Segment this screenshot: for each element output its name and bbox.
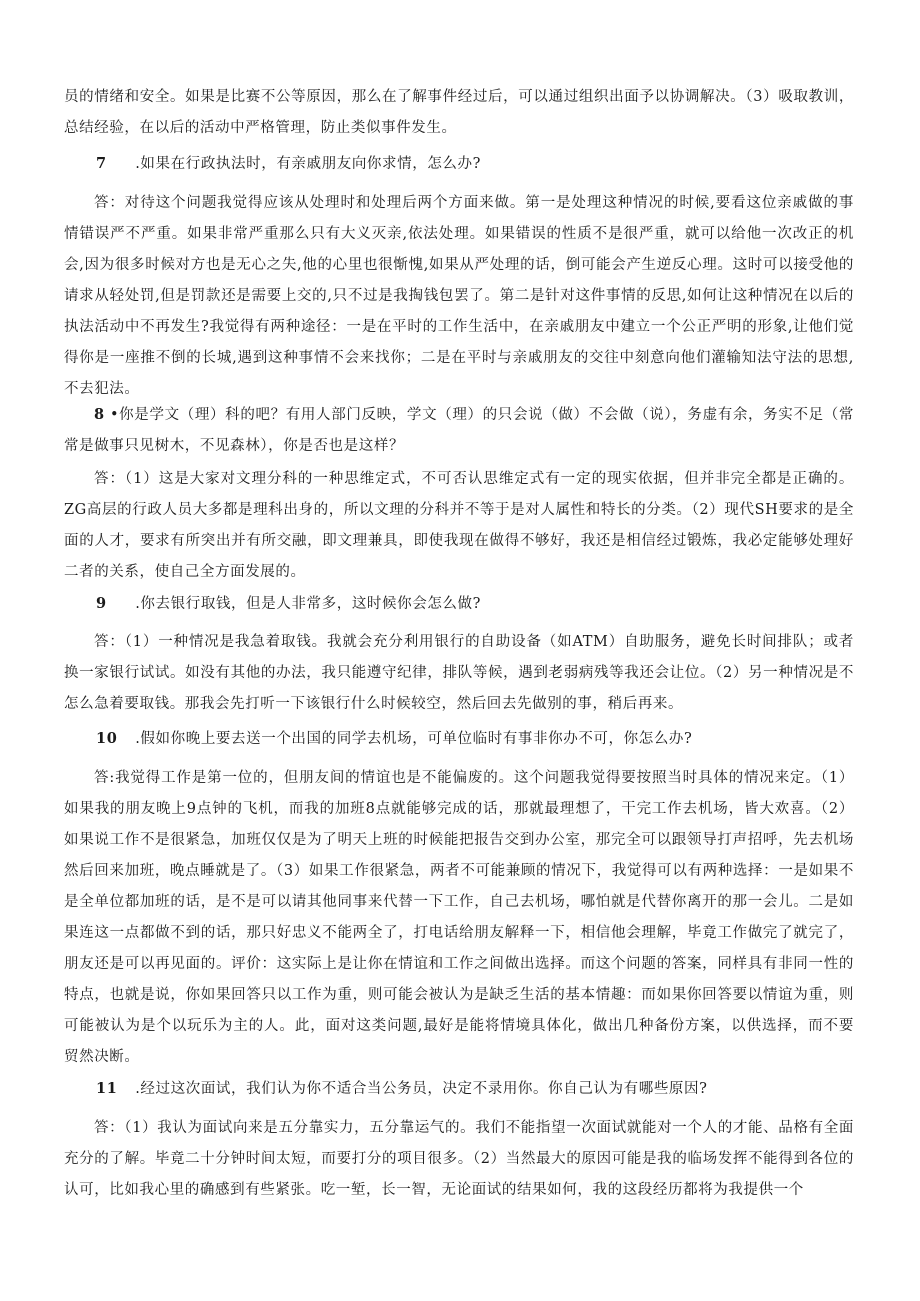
answer-10: 答:我觉得工作是第一位的，但朋友间的情谊也是不能偏废的。这个问题我觉得要按照当时具体的情况来定。（1）如果我的朋友晚上9点钟的飞机，而我的加班8点就能够完成的话，那就最理想了，干完工作去机场，皆大欢喜。（2）如果说工作不是很紧急，加班仅仅是为了明天上班的时候能把报告交到办公室，那完全可以跟领导打声招呼，先去机场然后回来加班，晚点睡就是了。（3）如果工作很紧急，两者不可能兼顾的情况下，我觉得可以有两种选择：一是如果不是全单位都加班的话，是不是可以请其他同事来代替一下工作，自己去机场，哪怕就是代替你离开的那一会儿。二是如果连这一点都做不到的话，那只好忠义不能两全了，打电话给朋友解释一下，相信他会理解，毕竟工作做完了就完了，朋友还是可以再见面的。评价：这实际上是让你在情谊和工作之间做出选择。而这个问题的答案，同样具有非同一性的特点，也就是说，你如果回答只以工作为重，则可能会被认为是缺乏生活的基本情趣：而如果你回答要以情谊为重，则可能被认为是个以玩乐为主的人。此，面对这类问题,最好是能将情境具体化，做出几种备份方案，以供选择，而不要贸然决断。	[64, 770, 854, 1065]
question-number: 9	[96, 595, 107, 612]
question-text: .经过这次面试，我们认为你不适合当公务员，决定不录用你。你自己认为有哪些原因?	[135, 1081, 708, 1097]
question-number: 10	[96, 730, 118, 747]
question-8	[64, 399, 854, 462]
question-text: •你是学文（理）科的吧？有用人部门反映，学文（理）的只会说（做）不会做（说），务虚有余，务实不足（常常是做事只见树木，不见森林），你是否也是这样？	[64, 407, 854, 454]
answer-7: 答：对待这个问题我觉得应该从处理时和处理后两个方面来做。第一是处理这种情况的时候,要看这位亲戚做的事情错误严不严重。如果非常严重那么只有大义灭亲,依法处理。如果错误的性质不是很严重，就可以给他一次改正的机会,因为很多时候对方也是无心之失,他的心里也很惭愧,如果从严处理的话，倒可能会产生逆反心理。这时可以接受他的请求从轻处罚,但是罚款还是需要上交的,只不过是我掏钱包罢了。第二是针对这件事情的反思,如何让这种情况在以后的执法活动中不再发生?我觉得有两种途径：一是在平时的工作生活中，在亲戚朋友中建立一个公正严明的形象,让他们觉得你是一座推不倒的长城,遇到这种事情不会来找你；二是在平时与亲戚朋友的交往中刻意向他们灌输知法守法的思想,不去犯法。	[64, 195, 854, 397]
question-text: .如果在行政执法时，有亲戚朋友向你求情，怎么办?	[135, 156, 481, 172]
question-11	[96, 1073, 856, 1105]
answer-9: 答：（1）一种情况是我急着取钱。我就会充分利用银行的自助设备（如ATM）自助服务，避免长时间排队；或者换一家银行试试。如没有其他的办法，我只能遵守纪律，排队等候，遇到老弱病残等我还会让位。（2）另一种情况是不怎么急着要取钱。那我会先打听一下该银行什么时候较空，然后回去先做别的事，稍后再来。	[64, 634, 854, 712]
question-number: 7	[96, 155, 107, 172]
question-7	[96, 148, 856, 180]
answer-8: 答：（1）这是大家对文理分科的一种思维定式，不可否认思维定式有一定的现实依据，但并非完全都是正确的。ZG高层的行政人员大多都是理科出身的，所以文理的分科并不等于是对人属性和特长的分类。（2）现代SH要求的是全面的人才，要求有所突出并有所交融，即文理兼具，即使我现在做得不够好，我还是相信经过锻炼，我必定能够处理好二者的关系，使自己全方面发展的。	[64, 471, 854, 580]
question-number: 11	[96, 1080, 118, 1097]
question-text: .你去银行取钱，但是人非常多，这时候你会怎么做?	[135, 596, 481, 612]
answer-11: 答：（1）我认为面试向来是五分靠实力，五分靠运气的。我们不能指望一次面试就能对一个人的才能、品格有全面充分的了解。毕竟二十分钟时间太短，而要打分的项目很多。（2）当然最大的原因可能是我的临场发挥不能得到各位的认可，比如我心里的确感到有些紧张。吃一堑，长一智，无论面试的结果如何，我的这段经历都将为我提供一个	[64, 1120, 854, 1198]
paragraph-continued: 员的情绪和安全。如果是比赛不公等原因，那么在了解事件经过后，可以通过组织出面予以协调解决。（3）吸取教训，总结经验，在以后的活动中严格管理，防止类似事件发生。	[64, 89, 854, 136]
question-10	[96, 723, 856, 755]
question-number: 8	[94, 406, 105, 423]
question-9	[96, 588, 856, 620]
question-text: .假如你晚上要去送一个出国的同学去机场，可单位临时有事非你办不可，你怎么办?	[135, 731, 693, 747]
